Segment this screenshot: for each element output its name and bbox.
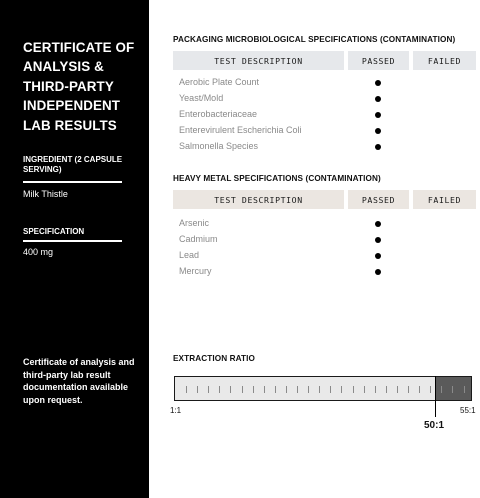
row-label: Arsenic	[179, 218, 210, 228]
ingredient-divider	[23, 181, 122, 183]
ratio-tick	[452, 386, 453, 393]
extraction-ratio-bar	[174, 376, 472, 401]
ratio-tick	[397, 386, 398, 393]
ratio-tick	[408, 386, 409, 393]
micro-col-passed: PASSED	[348, 51, 409, 70]
extraction-max-label: 55:1	[460, 406, 476, 415]
ratio-tick	[208, 386, 209, 393]
row-label: Enterevirulent Escherichia Coli	[179, 125, 302, 135]
ratio-tick	[386, 386, 387, 393]
row-label: Salmonella Species	[179, 141, 259, 151]
passed-dot-icon	[375, 221, 381, 227]
micro-col-description: TEST DESCRIPTION	[173, 51, 344, 70]
passed-dot-icon	[375, 128, 381, 134]
ratio-tick	[297, 386, 298, 393]
sidebar	[0, 0, 149, 498]
micro-col-failed: FAILED	[413, 51, 476, 70]
ratio-tick	[430, 386, 431, 393]
ratio-tick	[341, 386, 342, 393]
metal-col-description: TEST DESCRIPTION	[173, 190, 344, 209]
row-label: Cadmium	[179, 234, 218, 244]
ratio-tick	[308, 386, 309, 393]
ratio-tick	[353, 386, 354, 393]
ratio-tick	[319, 386, 320, 393]
ratio-tick	[364, 386, 365, 393]
passed-dot-icon	[375, 253, 381, 259]
passed-dot-icon	[375, 96, 381, 102]
row-label: Aerobic Plate Count	[179, 77, 260, 87]
ratio-tick	[197, 386, 198, 393]
certificate-title: CERTIFICATE OF ANALYSIS & THIRD-PARTY INDEPENDENT LAB RESULTS	[23, 40, 135, 133]
row-label: Mercury	[179, 266, 212, 276]
extraction-ratio-ticks	[178, 377, 471, 400]
ratio-tick	[330, 386, 331, 393]
metal-col-failed: FAILED	[413, 190, 476, 209]
ratio-tick	[219, 386, 220, 393]
row-label: Enterobacteriaceae	[179, 109, 258, 119]
specification-value: 400 mg	[23, 247, 54, 257]
passed-dot-icon	[375, 112, 381, 118]
ratio-tick	[186, 386, 187, 393]
specification-label: SPECIFICATION	[23, 227, 85, 236]
extraction-current-label: 50:1	[424, 420, 445, 431]
row-label: Yeast/Mold	[179, 93, 224, 103]
ratio-tick	[253, 386, 254, 393]
passed-dot-icon	[375, 80, 381, 86]
metal-col-passed: PASSED	[348, 190, 409, 209]
row-label: Lead	[179, 250, 200, 260]
micro-section-title: PACKAGING MICROBIOLOGICAL SPECIFICATIONS (CONTAMINATION)	[173, 35, 456, 44]
availability-note: Certificate of analysis and third-party lab result documentation available upon request.	[23, 357, 135, 405]
ratio-tick	[275, 386, 276, 393]
extraction-section-title: EXTRACTION RATIO	[173, 354, 255, 363]
ratio-tick	[242, 386, 243, 393]
ratio-tick	[286, 386, 287, 393]
extraction-min-label: 1:1	[170, 406, 182, 415]
ratio-tick	[419, 386, 420, 393]
ingredient-label: INGREDIENT (2 CAPSULE SERVING)	[23, 155, 123, 174]
ratio-tick	[230, 386, 231, 393]
passed-dot-icon	[375, 237, 381, 243]
ratio-tick	[264, 386, 265, 393]
ratio-tick	[375, 386, 376, 393]
specification-divider	[23, 240, 122, 242]
ingredient-value: Milk Thistle	[23, 189, 68, 199]
metal-section-title: HEAVY METAL SPECIFICATIONS (CONTAMINATION)	[173, 174, 381, 183]
ratio-tick	[441, 386, 442, 393]
passed-dot-icon	[375, 269, 381, 275]
extraction-ratio-marker	[435, 376, 436, 417]
ratio-tick	[464, 386, 465, 393]
passed-dot-icon	[375, 144, 381, 150]
